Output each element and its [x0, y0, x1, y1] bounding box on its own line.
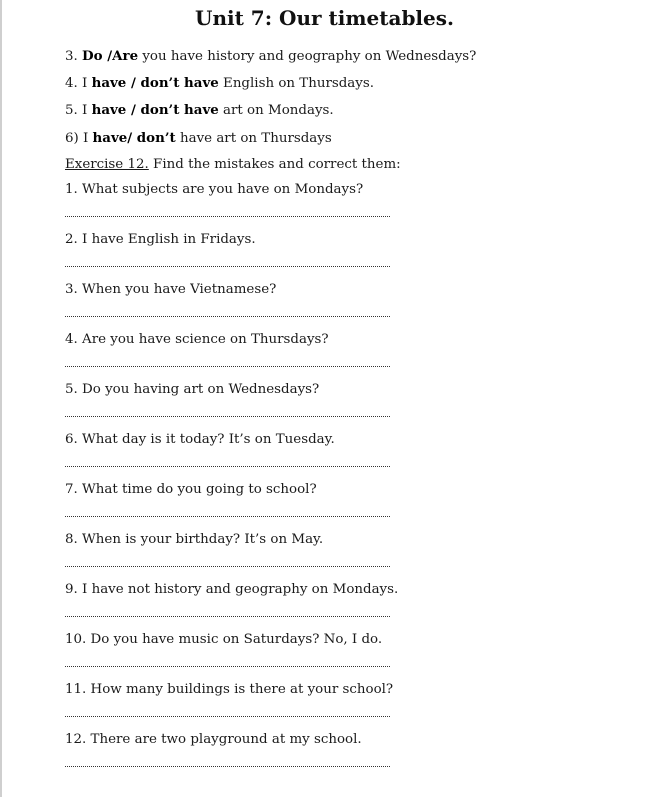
- top-item: [65, 74, 374, 93]
- answer-line[interactable]: [65, 266, 390, 267]
- answer-line[interactable]: [65, 566, 390, 567]
- top-item-pre: 4. I: [65, 76, 92, 91]
- page-title: Unit 7: Our timetables.: [195, 6, 454, 30]
- question-text: 7. What time do you going to school?: [65, 482, 317, 497]
- answer-line[interactable]: [65, 766, 390, 767]
- answer-line[interactable]: [65, 666, 390, 667]
- top-item-choice: have / don’t have: [91, 102, 219, 118]
- top-item-post: English on Thursdays.: [218, 76, 374, 91]
- answer-line[interactable]: [65, 316, 390, 317]
- answer-line[interactable]: [65, 516, 390, 517]
- answer-line[interactable]: [65, 216, 390, 217]
- question-text: 4. Are you have science on Thursdays?: [65, 332, 329, 347]
- exercise-instruction: Find the mistakes and correct them:: [148, 157, 401, 172]
- top-item-post: you have history and geography on Wednesdays?: [138, 49, 477, 64]
- answer-line[interactable]: [65, 416, 390, 417]
- question-text: 3. When you have Vietnamese?: [65, 282, 277, 297]
- question-text: 6. What day is it today? It’s on Tuesday.: [65, 432, 335, 447]
- answer-line[interactable]: [65, 616, 390, 617]
- question-text: 11. How many buildings is there at your school?: [65, 682, 394, 697]
- top-item: [65, 129, 332, 148]
- exercise-heading: [65, 156, 401, 174]
- top-item: [65, 101, 334, 120]
- question-text: 8. When is your birthday? It’s on May.: [65, 532, 324, 547]
- top-item-choice: Do /Are: [82, 48, 139, 64]
- page-edge: [0, 0, 2, 797]
- question-text: 5. Do you having art on Wednesdays?: [65, 382, 320, 397]
- question-text: 10. Do you have music on Saturdays? No, I do.: [65, 632, 383, 647]
- answer-line[interactable]: [65, 366, 390, 367]
- question-text: 2. I have English in Fridays.: [65, 232, 256, 247]
- question-text: 12. There are two playground at my school.: [65, 732, 362, 747]
- top-item-post: have art on Thursdays: [175, 131, 332, 146]
- top-item-choice: have / don’t have: [91, 75, 219, 91]
- answer-line[interactable]: [65, 466, 390, 467]
- top-item-post: art on Mondays.: [218, 103, 334, 118]
- top-item-pre: 6) I: [65, 131, 93, 146]
- top-item-pre: 3.: [65, 49, 83, 64]
- top-item-pre: 5. I: [65, 103, 92, 118]
- question-text: 9. I have not history and geography on Mondays.: [65, 582, 399, 597]
- question-text: 1. What subjects are you have on Mondays?: [65, 182, 364, 197]
- exercise-label: Exercise 12.: [65, 157, 149, 172]
- top-item-choice: have/ don’t: [92, 130, 176, 146]
- answer-line[interactable]: [65, 716, 390, 717]
- top-item: [65, 47, 476, 66]
